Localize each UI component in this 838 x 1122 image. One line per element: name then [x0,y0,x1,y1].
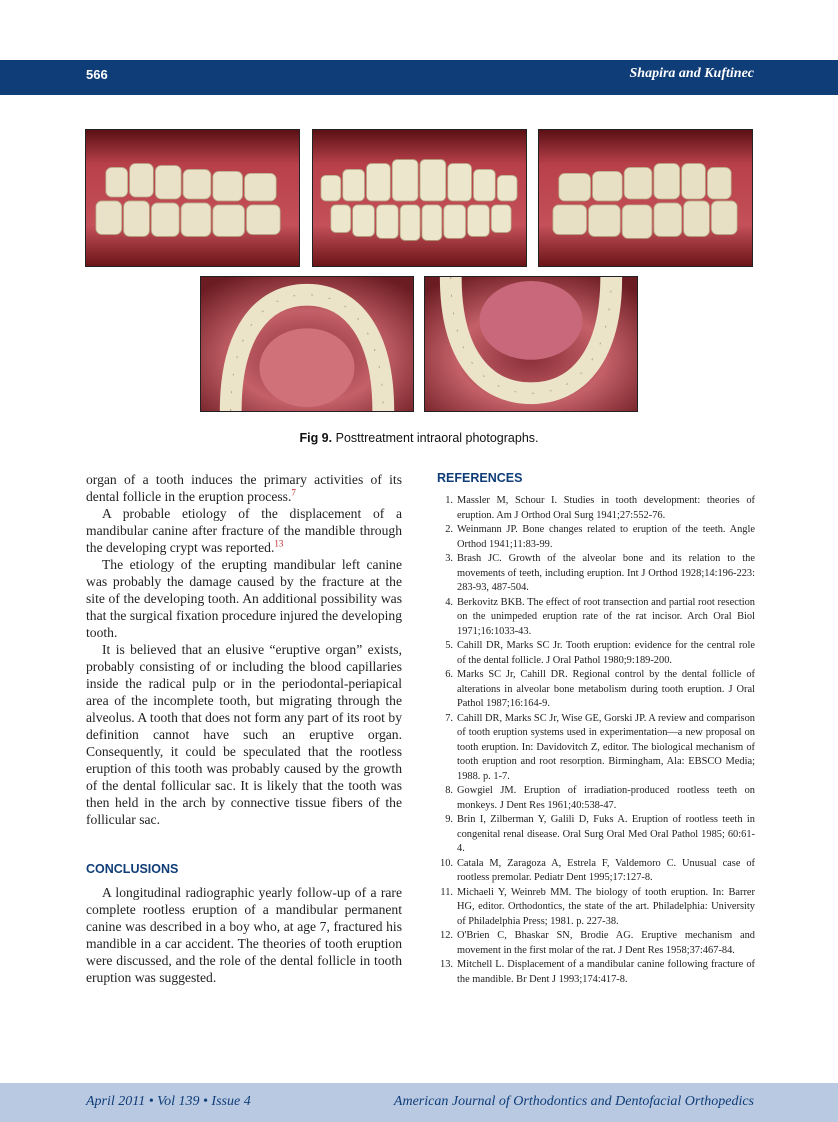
reference-item [437,668,755,712]
reference-item [437,552,755,596]
paragraph: A longitudinal radiographic yearly follow-up of a rare complete rootless eruption of a mandibular permanent canine was described in a boy who, at age 7, fractured his mandible in a car accident. The theories of tooth eruption were discussed, and the role of the dental follicle in tooth eruption was suggested. [86,885,402,985]
references-column [437,471,755,987]
conclusions-heading: CONCLUSIONS [86,862,179,876]
body-text-column [86,471,402,986]
journal-name: American Journal of Orthodontics and Dentofacial Orthopedics [393,1094,754,1109]
paragraph [86,505,402,556]
reference-number: 6. [445,669,453,680]
reference-item [437,857,755,886]
reference-text: Cahill DR, Marks SC Jr. Tooth eruption: evidence for the central role of the dental follicle. J Oral Pathol 1980;9:189-200. [457,640,755,666]
intraoral-photo-left-lateral [538,129,753,267]
reference-number: 12. [440,930,453,941]
intraoral-photo-right-lateral [85,129,300,267]
reference-item [437,886,755,930]
reference-item [437,494,755,523]
reference-text: Michaeli Y, Weinreb MM. The biology of tooth eruption. In: Barrer HG, editor. Orthodontics, the state of the art. Philadelphia: University of Philadelphia Press; 1981. p. 227-38. [457,886,755,927]
reference-list [437,494,755,987]
paragraph: It is believed that an elusive “eruptive organ” exists, probably consisting of or including the blood capillaries inside the radical pulp or in the periodontal-periapical area of the incomplete tooth, but migrating through the alveolus. A tooth that does not form any part of its root by definition cannot have such an eruptive organ. Consequently, it could be speculated that the rootless eruption of this tooth was probably caused by the growth of the dental follicular sac. It is likely that the tooth was then held in the arch by connective tissue fibers of the follicular sac. [86,642,402,827]
reference-text: Berkovitz BKB. The effect of root transection and partial root resection on the unimpeded eruption rate of the rat incisor. Arch Oral Biol 1971;16:1033-43. [457,596,755,637]
paragraph [86,471,402,505]
reference-item [437,784,755,813]
reference-text: O'Brien C, Bhaskar SN, Brodie AG. Eruptive mechanism and movement in the first molar of the rat. J Dent Res 1958;37:467-84. [457,930,755,956]
reference-number: 13. [440,959,453,970]
figure-label: Fig 9. [299,431,333,445]
reference-number: 9. [445,814,453,825]
citation-ref[interactable]: 13 [274,538,284,549]
page-footer [0,1083,838,1122]
reference-text: Brin I, Zilberman Y, Galili D, Fuks A. Eruption of rootless teeth in congenital renal disease. Oral Surg Oral Med Oral Pathol 1985; 60:61-4. [457,814,755,854]
paragraph-text: organ of a tooth induces the primary activities of its dental follicle in the eruption process. [86,472,402,504]
reference-number: 2. [445,524,453,535]
reference-text: Mitchell L. Displacement of a mandibular canine following fracture of the mandible. Br Dent J 1993;174:417-8. [457,959,755,985]
reference-number: 5. [445,640,453,651]
reference-item [437,523,755,552]
reference-text: Weinmann JP. Bone changes related to eruption of the teeth. Angle Orthod 1941;11:83-99. [457,524,755,550]
intraoral-photo-frontal [312,129,527,267]
paragraph-text: A probable etiology of the displacement of a mandibular canine after fracture of the mandible through the developing crypt was reported. [86,506,402,555]
reference-item [437,712,755,785]
reference-item [437,958,755,987]
reference-text: Cahill DR, Marks SC Jr, Wise GE, Gorski JP. A review and comparison of tooth eruption systems used in experimentation—a new proposal on tooth eruption. In: Davidovitch Z, editor. The biological mechanism of tooth eruption and root resorption. Birmingham, Ala: EBSCO Media; 1988. p. 1-7. [457,712,755,782]
reference-number: 10. [440,857,453,869]
reference-item [437,813,755,857]
figure-caption [0,431,838,445]
issue-info: April 2011 • Vol 139 • Issue 4 [86,1094,251,1109]
reference-text: Gowgiel JM. Eruption of irradiation-produced rootless teeth on monkeys. J Dent Res 1961;40:538-47. [457,785,755,811]
reference-item [437,639,755,668]
reference-text: Brash JC. Growth of the alveolar bone and its relation to the movements of teeth, including eruption. Int J Orthod 1928;14:196-223: 283-93, 487-504. [457,553,755,593]
page-header [0,60,838,95]
reference-number: 11. [440,886,453,898]
figure-caption-text: Posttreatment intraoral photographs. [335,431,539,445]
reference-text: Marks SC Jr, Cahill DR. Regional control by the dental follicle of alterations in alveolar bone metabolism during tooth eruption. J Oral Pathol 1987;16:164-9. [457,669,755,709]
intraoral-photo-mandibular-occlusal [424,276,638,412]
reference-number: 3. [445,553,453,564]
paragraph: The etiology of the erupting mandibular left canine was probably the damage caused by the fracture at the site of the developing tooth. An additional possibility was that the surgical fixation procedure injured the developing tooth. [86,557,402,640]
reference-item [437,596,755,640]
reference-text: Massler M, Schour I. Studies in tooth development: theories of eruption. Am J Orthod Oral Surg 1941;27:552-76. [457,495,755,521]
reference-number: 8. [445,785,453,796]
citation-ref[interactable]: 7 [291,487,296,498]
running-head: Shapira and Kuftinec [629,66,754,81]
reference-text: Catala M, Zaragoza A, Estrela F, Valdemoro C. Unusual case of rootless premolar. Pediatr Dent 1995;17:127-8. [457,857,755,883]
page-number: 566 [86,67,108,82]
references-heading: REFERENCES [437,471,523,485]
reference-number: 1. [445,495,453,506]
intraoral-photo-maxillary-occlusal [200,276,414,412]
reference-number: 7. [445,712,453,724]
reference-number: 4. [445,596,453,608]
reference-item [437,929,755,958]
